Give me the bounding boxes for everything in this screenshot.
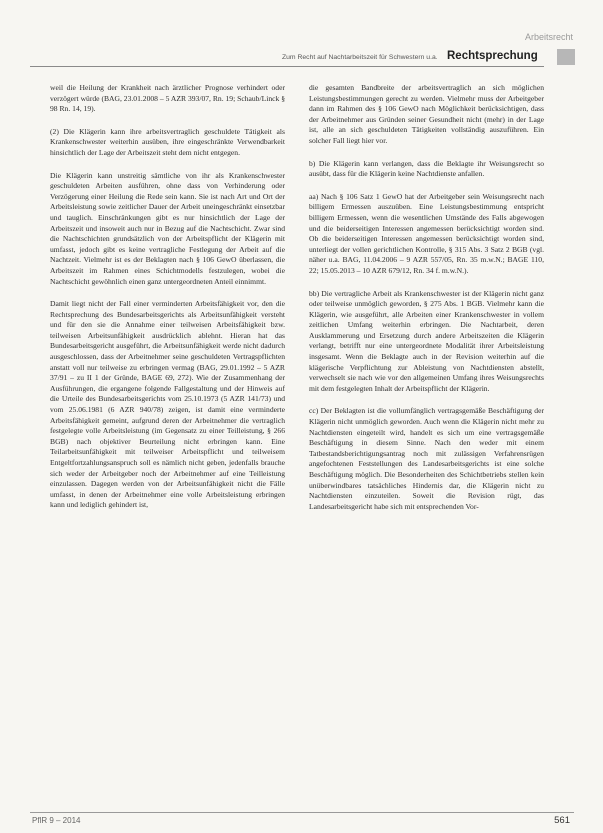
left-column bbox=[50, 83, 285, 803]
journal-issue: PflR 9 – 2014 bbox=[32, 816, 81, 825]
right-column bbox=[309, 83, 544, 803]
paragraph: die gesamten Bandbreite der arbeitsvertraglich an sich möglichen Leistungsbestimmungen gerecht zu werden. Vielmehr muss der Arbeitgeber dann im Rahmen des § 106 GewO nach Möglichkeit berücksichtigen, dass der Arbeitnehmer aus Gründen seiner Gesundheit nicht (mehr) in der Lage ist, alle an sich geschuldeten Tätigkeiten vollständig auszuführen. Ein solcher Fall liegt hier vor. bbox=[309, 83, 544, 145]
footer-rule bbox=[30, 812, 574, 813]
running-header-section: Rechtsprechung bbox=[447, 50, 538, 62]
header-rule bbox=[30, 66, 544, 67]
running-header-subtitle: Zum Recht auf Nachtarbeitszeit für Schwestern u.a. bbox=[282, 54, 438, 61]
paragraph: Die Klägerin kann unstreitig sämtliche von ihr als Krankenschwester geschuldeten Arbeiten ausführen, ohne dass von Verhinderung oder Verzögerung einer Heilung die Rede sein kann. Sie ist nach Art und Ort der Arbeitsleistung sowie zeitlicher Dauer der Arbeit uneingeschränkt einsetzbar und tauglich. Einschränkungen gibt es nur hinsichtlich der Lage der Arbeitszeit und insoweit auch nur in Bezug auf die Nachtschicht. Zwar sind die Nachtschichten grundsätzlich von der Arbeitspflicht der Klägerin mit umfasst, jedoch gibt es keine vertragliche Festlegung der Arbeit auf die Nachtzeit. Vielmehr ist es der Beklagten nach § 106 GewO überlassen, die Arbeitszeit im Rahmen eines Schichtmodells festzulegen, wobei die Nachtschicht gewöhnlich einen ganz untergeordneten Anteil einnimmt. bbox=[50, 170, 285, 286]
paragraph: cc) Der Beklagten ist die vollumfänglich vertragsgemäße Beschäftigung der Klägerin nicht unmöglich geworden. Auch wenn die Klägerin nicht mehr zu Nachtdiensten eingeteilt wird, handelt es sich um eine vertragsgemäße Beschäftigung in diesem Sinne. Nach den weder mit einem Tatbestandsberichtigungsantrag noch mit zulässigen Verfahrensrügen angefochtenen Feststellungen des Landesarbeitsgerichts ist eine solche Beschäftigung möglich. Die Besonderheiten des Schichtbetriebs stellen kein unüberwindbares tatsächliches Hindernis dar, die Klägerin nicht zu Nachtdiensten einzuteilen. Soweit die Revision rügt, das Landesarbeitsgericht habe sich mit entsprechenden Vor- bbox=[309, 406, 544, 511]
paragraph: weil die Heilung der Krankheit nach ärztlicher Prognose verhindert oder verzögert würde (BAG, 23.01.2008 – 5 AZR 393/07, Rn. 19; Schaub/Linck § 98 Rn. 14, 19). bbox=[50, 83, 285, 114]
paragraph: b) Die Klägerin kann verlangen, dass die Beklagte ihr Weisungsrecht so ausübt, dass für die Klägerin keine Nachtdienste anfallen. bbox=[309, 158, 544, 179]
paragraph: aa) Nach § 106 Satz 1 GewO hat der Arbeitgeber sein Weisungsrecht nach billigem Ermessen auszuüben. Eine Leistungsbestimmung entspricht billigem Ermessen, wenn die wesentlichen Umstände des Falls abgewogen und die beiderseitigen Interessen angemessen berücksichtigt worden sind. Ob die beiderseitigen Interessen angemessen berücksichtigt worden sind, unterliegt der vollen gerichtlichen Kontrolle, § 315 Abs. 3 Satz 2 BGB (vgl. näher u.a. BAG, 11.04.2006 – 9 AZR 557/05, Rn. 35 m.w.N.; BAGE 110, 22; 15.05.2013 – 10 AZR 679/12, Rn. 34 f. m.w.N.). bbox=[309, 191, 544, 275]
section-label: Arbeitsrecht bbox=[524, 32, 573, 42]
paragraph: (2) Die Klägerin kann ihre arbeitsvertraglich geschuldete Tätigkeit als Krankenschwester weiterhin ausüben, ihre eingeschränkte Verwendbarkeit hinsichtlich der Lage der Arbeitszeit steht dem nicht entgegen. bbox=[50, 126, 285, 157]
paragraph: bb) Die vertragliche Arbeit als Krankenschwester ist der Klägerin nicht ganz oder teilweise unmöglich geworden, § 275 Abs. 1 BGB. Vielmehr kann die Klägerin, wie ausgeführt, alle Arbeiten einer Krankenschwester in vollem zeitlichen Umfang weiterhin erbringen. Die Nachtarbeit, deren Ausklammerung und Ersetzung durch andere Arbeitszeiten die Klägerin verlangt, betrifft nur eine untergeordnete Modalität ihrer Arbeitsleistung insgesamt. Wenn die Beklagte auch in der Revision weiterhin auf die klägerische Verpflichtung zur Ableistung von Nachtdiensten abstellt, verwechselt sie nach wie vor den allgemeinen Umfang ihres Weisungsrechts mit dem festgelegten Inhalt der Arbeitspflicht der Klägerin. bbox=[309, 288, 544, 393]
header-tab-marker bbox=[557, 49, 575, 65]
page-number: 561 bbox=[554, 815, 570, 826]
paragraph: Damit liegt nicht der Fall einer verminderten Arbeitsfähigkeit vor, den die Rechtsprechung des Bundesarbeitsgerichts als Arbeitsunfähigkeit versteht und für den sie die Annahme einer teilweisen Arbeitsfähigkeit bzw. teilweisen Arbeitsunfähigkeit ausdrücklich ablehnt. Hieran hat das Bundesarbeitsgericht ausgeführt, die Arbeitsunfähigkeit werde nicht dadurch ausgeschlossen, dass der Arbeitnehmer seine geschuldeten Vertragspflichten anstatt voll nur teilweise zu erbringen vermag (BAG, 29.01.1992 – 5 AZR 37/91 – zu II 1 der Gründe, BAGE 69, 272). Wie der Zusammenhang der Ausführungen, die ergangene folgende Fallgestaltung und der Hinweis auf die Urteile des Bundesarbeitsgerichts vom 25.10.1973 (5 AZR 141/73) und vom 25.06.1981 (6 AZR 940/78) zeigen, ist damit eine verminderte Arbeitsfähigkeit gemeint, aufgrund deren der Arbeitnehmer die vertraglich festgelegte volle Arbeitsleistung (im Gegensatz zu einer Teilleistung, § 266 BGB) nach objektiver Beurteilung nicht erbringen kann. Eine Teilarbeitsunfähigkeit mit teilweiser Arbeitspflicht und teilweisem Entgeltfortzahlungsanspruch soll es nämlich nicht geben, jedenfalls brauche sich weder der Arbeitgeber noch der Arbeitnehmer auf eine Teilleistung einzulassen. Dagegen werden von der Arbeitsunfähigkeit nicht die Fälle umfasst, in denen der Arbeitnehmer eine volle Arbeitsleistung erbringen kann und lediglich gehindert ist, bbox=[50, 299, 285, 510]
